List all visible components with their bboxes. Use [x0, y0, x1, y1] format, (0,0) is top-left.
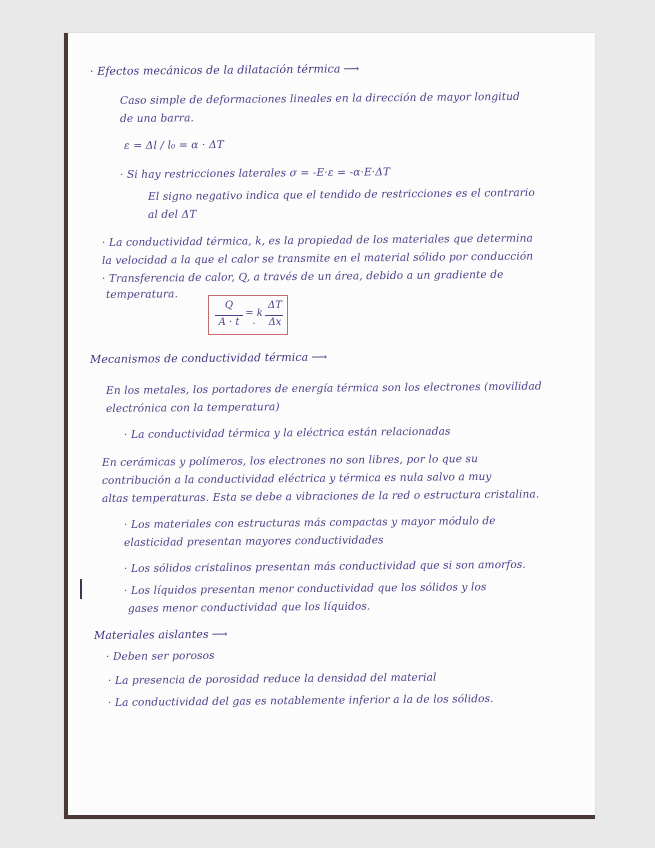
text-line: En los metales, los portadores de energía térmica son los electrones (movilidad — [105, 380, 542, 397]
arrow-icon: ⟶ — [211, 627, 228, 641]
text-line: · La presencia de porosidad reduce la densidad del material — [107, 671, 437, 687]
formula-numerator-left: Q — [224, 300, 234, 311]
text-line: gases menor conductividad que los líquidos. — [127, 600, 371, 615]
text-line: de una barra. — [119, 112, 195, 125]
text-line: · La conductividad térmica, k, es la propiedad de los materiales que determina — [101, 232, 534, 249]
text-line: · Los líquidos presentan menor conductividad que los sólidos y los — [123, 581, 487, 597]
text-line: · Los sólidos cristalinos presentan más conductividad que si son amorfos. — [123, 558, 526, 575]
text-line: Caso simple de deformaciones lineales en la dirección de mayor longitud — [119, 90, 520, 107]
text-line: · La conductividad del gas es notablemente inferior a la de los sólidos. — [107, 692, 494, 709]
section-heading-thermal-expansion — [90, 62, 360, 78]
formula-numerator-right: ΔT — [268, 300, 282, 311]
text-line: El signo negativo indica que el tendido de restricciones es el contrario — [147, 186, 535, 203]
equation-strain: ε = Δl / l₀ = α · ΔT — [123, 138, 224, 152]
text-line: En cerámicas y polímeros, los electrones no son libres, por lo que su — [101, 453, 479, 469]
heading-text: Materiales aislantes — [93, 627, 209, 642]
text-line: electrónica con la temperatura) — [105, 401, 280, 415]
heat-transfer-formula-box — [208, 295, 288, 335]
heading-text: Mecanismos de conductividad térmica — [89, 350, 309, 366]
section-heading-conductivity — [90, 351, 327, 366]
text-line: · Deben ser porosos — [105, 649, 215, 663]
text-line: contribución a la conductividad eléctrica y térmica es nula salvo a muy — [101, 470, 492, 487]
heading-text: · Efectos mecánicos de la dilatación térmica — [89, 62, 341, 78]
formula-denominator-left: A · t — [218, 317, 240, 328]
formula-equals: = k · — [245, 308, 263, 330]
fraction-line — [265, 315, 283, 316]
text-line: la velocidad a la que el calor se transmite en el material sólido por conducción — [101, 250, 534, 267]
text-line: · La conductividad térmica y la eléctrica están relacionadas — [123, 425, 451, 441]
text-line: · Los materiales con estructuras más compactas y mayor módulo de — [123, 515, 496, 531]
notebook-page — [64, 33, 595, 819]
formula-denominator-right: Δx — [268, 317, 282, 328]
margin-mark — [80, 579, 82, 599]
text-line: altas temperaturas. Esta se debe a vibraciones de la red o estructura cristalina. — [101, 488, 540, 505]
arrow-icon: ⟶ — [343, 62, 360, 76]
text-line: elasticidad presentan mayores conductividades — [123, 534, 384, 549]
text-line: · Si hay restricciones laterales σ = -E·ε = -α·E·ΔT — [119, 166, 391, 181]
arrow-icon: ⟶ — [311, 350, 328, 364]
section-heading-insulators — [94, 628, 228, 642]
text-line: temperatura. — [105, 288, 179, 301]
text-line: al del ΔT — [147, 208, 197, 221]
text-line: · Transferencia de calor, Q, a través de un área, debido a un gradiente de — [101, 268, 504, 285]
fraction-line — [215, 315, 243, 316]
